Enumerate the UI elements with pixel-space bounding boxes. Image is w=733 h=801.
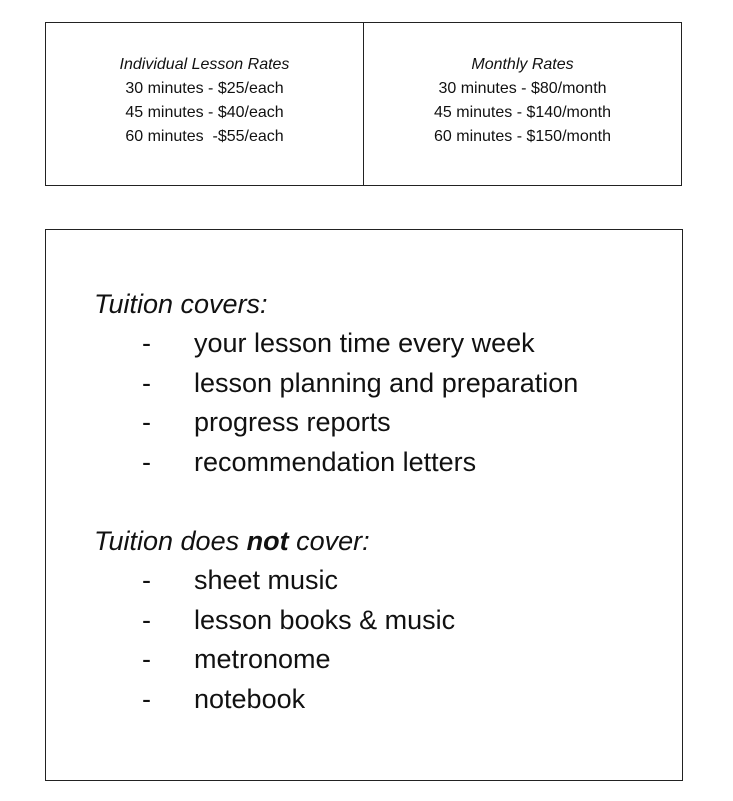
individual-rates-column (46, 23, 363, 185)
bullet-dash: - (142, 407, 151, 437)
individual-rate-45: 45 minutes - $40/each (125, 104, 284, 121)
tuition-covers-list (94, 324, 578, 482)
individual-rate-60: 60 minutes -$55/each (125, 128, 284, 145)
bullet-dash: - (142, 367, 151, 398)
heading-prefix: Tuition does (94, 526, 240, 556)
list-item (94, 324, 578, 364)
list-item (94, 403, 578, 443)
bullet-dash: - (142, 644, 151, 674)
heading-emphasis: not (246, 526, 289, 556)
list-item-text: sheet music (194, 565, 339, 595)
tuition-not-covers-list (94, 561, 455, 719)
list-item (94, 443, 578, 483)
monthly-rate-60: 60 minutes - $150/month (434, 128, 611, 145)
list-item-text: metronome (194, 644, 331, 674)
list-item-text: lesson books & music (194, 604, 456, 635)
list-item (94, 640, 455, 680)
tuition-not-covers-heading (94, 522, 455, 561)
list-item-text: lesson planning and preparation (194, 367, 579, 398)
bullet-dash: - (142, 604, 151, 635)
tuition-not-covers-section (94, 522, 455, 719)
tuition-box (45, 229, 683, 781)
individual-rate-30: 30 minutes - $25/each (125, 80, 284, 97)
rates-table (45, 22, 682, 186)
heading-suffix: cover: (296, 526, 370, 556)
bullet-dash: - (142, 683, 151, 714)
monthly-rates-column (363, 23, 681, 185)
list-item (94, 364, 578, 404)
tuition-covers-section (94, 285, 578, 482)
bullet-dash: - (142, 565, 151, 595)
individual-rates-title: Individual Lesson Rates (119, 56, 290, 73)
list-item (94, 561, 455, 601)
bullet-dash: - (142, 328, 151, 358)
list-item (94, 680, 455, 720)
tuition-covers-heading: Tuition covers: (94, 289, 268, 319)
list-item (94, 601, 455, 641)
list-item-text: your lesson time every week (194, 328, 535, 358)
bullet-dash: - (142, 446, 151, 477)
list-item-text: notebook (194, 683, 306, 714)
monthly-rates-title: Monthly Rates (471, 56, 574, 73)
monthly-rate-30: 30 minutes - $80/month (438, 80, 607, 97)
list-item-text: recommendation letters (194, 446, 477, 477)
list-item-text: progress reports (194, 407, 391, 437)
monthly-rate-45: 45 minutes - $140/month (434, 104, 611, 121)
